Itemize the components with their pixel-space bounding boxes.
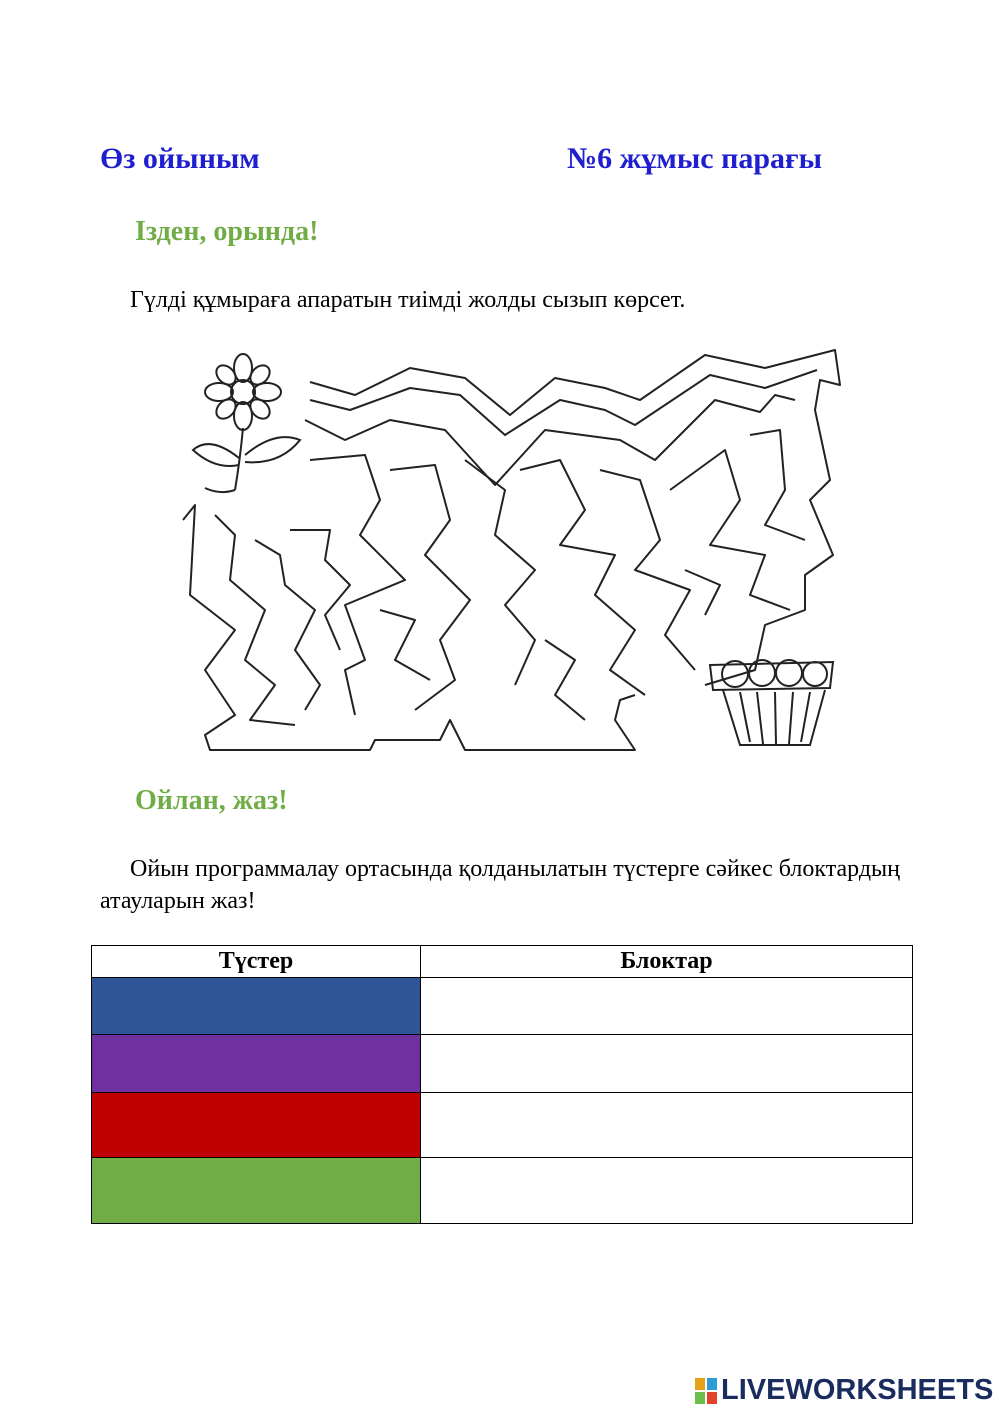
liveworksheets-logo[interactable] <box>695 1374 993 1407</box>
task1-heading: Ізден, орында! <box>135 216 319 247</box>
logo-text: LIVEWORKSHEETS <box>721 1374 994 1406</box>
color-swatch-purple <box>92 1035 421 1093</box>
table-row <box>92 1158 913 1224</box>
flower-pot-icon <box>710 660 833 745</box>
answer-cell[interactable] <box>421 1035 913 1093</box>
column-header-blocks: Блоктар <box>421 946 913 978</box>
flower-icon <box>193 354 300 492</box>
column-header-colors: Түстер <box>92 946 421 978</box>
table-row <box>92 1035 913 1093</box>
color-swatch-red <box>92 1093 421 1158</box>
table-row <box>92 1093 913 1158</box>
color-swatch-blue <box>92 978 421 1035</box>
task1-instruction: Гүлді құмыраға апаратын тиімді жолды сызып көрсет. <box>130 287 686 313</box>
maze-image[interactable] <box>165 340 875 760</box>
answer-cell[interactable] <box>421 1158 913 1224</box>
task2-heading: Ойлан, жаз! <box>135 785 288 816</box>
table-header-row <box>92 946 913 978</box>
color-swatch-green <box>92 1158 421 1224</box>
page-title: Өз ойыным <box>100 142 260 175</box>
colors-blocks-table <box>91 945 913 1224</box>
table-row <box>92 978 913 1035</box>
worksheet-number: №6 жұмыс парағы <box>567 142 823 175</box>
answer-cell[interactable] <box>421 1093 913 1158</box>
answer-cell[interactable] <box>421 978 913 1035</box>
task2-instruction: Ойын программалау ортасында қолданылатын түстерге сәйкес блоктардың атауларын жаз! <box>100 856 900 914</box>
logo-icon <box>695 1378 717 1404</box>
